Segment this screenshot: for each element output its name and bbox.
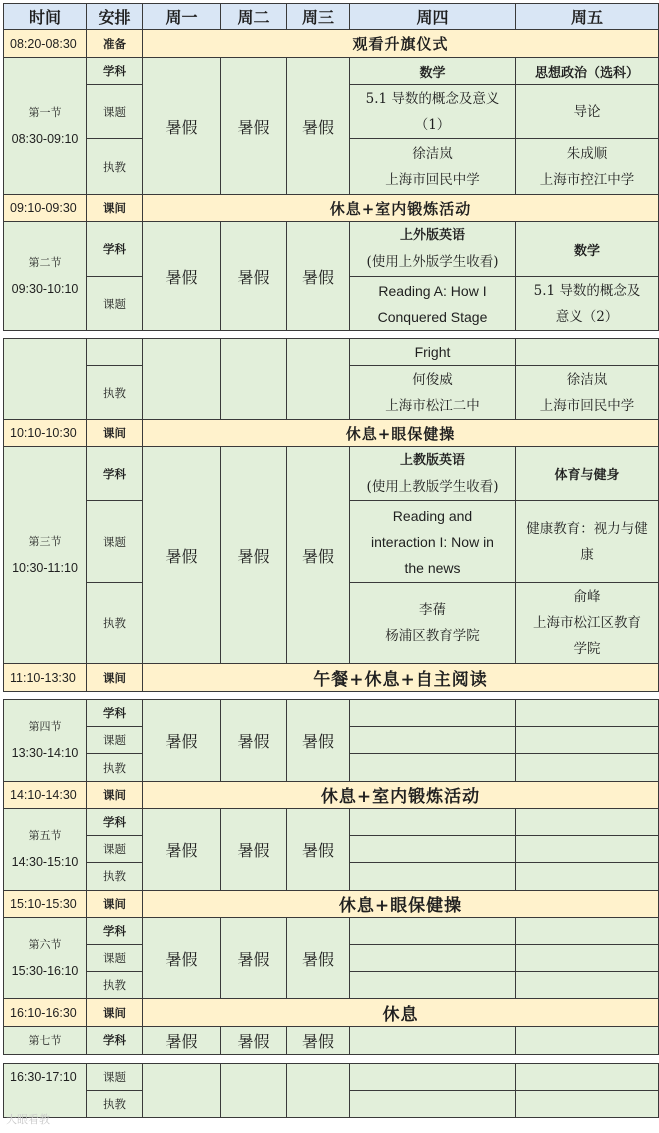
- header-row: [4, 4, 659, 30]
- lunch-label: 课间: [87, 664, 143, 692]
- p2-tue-holiday: 暑假: [221, 222, 287, 331]
- p1-wed-holiday: 暑假: [287, 58, 350, 195]
- header-fri: 周五: [516, 4, 659, 30]
- p7-fri-teacher: [516, 1091, 659, 1118]
- p4-teacher-label: 执教: [87, 754, 143, 781]
- p7-fri-topic: [516, 1064, 659, 1091]
- header-thu: 周四: [350, 4, 516, 30]
- p4-fri-subject: [516, 700, 659, 727]
- break1-activity: 休息+室内锻炼活动: [143, 195, 659, 222]
- p1-name: 第一节: [28, 106, 62, 119]
- p3-thu-topic-line3: the news: [404, 559, 461, 576]
- p1-subject-label: 学科: [87, 58, 143, 85]
- p3-fri-topic: [516, 501, 659, 583]
- ceremony-time: 08:20-08:30: [4, 30, 87, 58]
- break6-activity: 休息: [143, 999, 659, 1026]
- p6-fri-teacher: [516, 972, 659, 999]
- p6-fri-subject: [516, 917, 659, 944]
- p2-topic-label-cont: [87, 339, 143, 366]
- p2-fri-topic-line1: 5.1 导数的概念及: [533, 282, 641, 299]
- p4-thu-teacher: [350, 754, 516, 781]
- p3-fri-topic-line2: 康: [580, 546, 594, 563]
- p3-period-cell: [4, 447, 87, 664]
- p3-subject-label: 学科: [87, 447, 143, 501]
- p4-fri-topic: [516, 727, 659, 754]
- p6-topic-label: 课题: [87, 944, 143, 971]
- p2-thu-subject: [350, 222, 516, 277]
- p7-fri-subject: [516, 1026, 659, 1054]
- p7-time: 16:30-17:10: [4, 1064, 87, 1118]
- p2-period-cont: [4, 339, 87, 420]
- p3-thu-topic: [350, 501, 516, 583]
- p4-period-cell: [4, 700, 87, 782]
- p7-thu-teacher: [350, 1091, 516, 1118]
- p1-thu-teacher-school: 上海市回民中学: [385, 171, 480, 188]
- break5-time: 15:10-15:30: [4, 890, 87, 917]
- p6-thu-subject: [350, 917, 516, 944]
- p3-thu-teacher: [350, 583, 516, 664]
- p7-teacher-label: 执教: [87, 1091, 143, 1118]
- p1-time: 08:30-09:10: [11, 132, 79, 146]
- p1-tue-holiday: 暑假: [221, 58, 287, 195]
- p3-thu-topic-line2: interaction I: Now in: [371, 533, 494, 550]
- p4-name: 第四节: [28, 720, 62, 734]
- p5-thu-subject: [350, 808, 516, 835]
- break5-activity: 休息+眼保健操: [143, 890, 659, 917]
- p6-wed-holiday: 暑假: [287, 917, 350, 999]
- p7-subject-row: [4, 1026, 659, 1054]
- p1-fri-topic: 导论: [516, 85, 659, 139]
- p2-topic-label: 课题: [87, 277, 143, 331]
- header-time: 时间: [4, 4, 87, 30]
- p6-mon-holiday: 暑假: [143, 917, 221, 999]
- ceremony-row: [4, 30, 659, 58]
- p5-teacher-label: 执教: [87, 863, 143, 890]
- p3-thu-teacher-name: 李蒨: [419, 602, 446, 618]
- break2-row: [4, 420, 659, 447]
- p1-fri-teacher-name: 朱成顺: [566, 145, 608, 162]
- p5-mon-holiday: 暑假: [143, 808, 221, 890]
- prep-label: 准备: [87, 30, 143, 58]
- header-wed: 周三: [287, 4, 350, 30]
- p3-name: 第三节: [28, 535, 62, 548]
- p6-thu-topic: [350, 944, 516, 971]
- p6-subject-row: [4, 917, 659, 944]
- schedule-table-part-1: [3, 3, 659, 331]
- p2-fri-topic-line2: 意义（2）: [555, 308, 619, 325]
- p4-tue-holiday: 暑假: [221, 700, 287, 782]
- p7-mon-cont: [143, 1064, 221, 1118]
- p2-fri-topic-cont: [516, 339, 659, 366]
- p2-subject-label: 学科: [87, 222, 143, 277]
- p6-period-cell: [4, 917, 87, 999]
- p3-fri-teacher-school-line1: 上海市松江区教育: [533, 615, 641, 631]
- p3-fri-subject: 体育与健身: [516, 447, 659, 501]
- p3-mon-holiday: 暑假: [143, 447, 221, 664]
- p4-subject-row: [4, 700, 659, 727]
- p4-wed-holiday: 暑假: [287, 700, 350, 782]
- p5-fri-teacher: [516, 863, 659, 890]
- p4-time: 13:30-14:10: [11, 746, 79, 761]
- p6-time: 15:30-16:10: [11, 964, 79, 979]
- schedule-table-part-2: [3, 338, 659, 692]
- p2-time: 09:30-10:10: [11, 282, 79, 296]
- p7-subject-label: 学科: [87, 1026, 143, 1054]
- p2-fri-teacher-name: 徐洁岚: [566, 371, 608, 388]
- p3-thu-teacher-school: 杨浦区教育学院: [385, 628, 480, 644]
- header-mon: 周一: [143, 4, 221, 30]
- p5-tue-holiday: 暑假: [221, 808, 287, 890]
- p2-fri-teacher: [516, 366, 659, 420]
- p5-name: 第五节: [28, 829, 62, 843]
- p1-teacher-label: 执教: [87, 139, 143, 195]
- p4-fri-teacher: [516, 754, 659, 781]
- break4-row: [4, 781, 659, 808]
- break6-label: 课间: [87, 999, 143, 1026]
- p1-fri-subject: 思想政治（选科）: [516, 58, 659, 85]
- p2-name: 第二节: [28, 256, 62, 269]
- break6-time: 16:10-16:30: [4, 999, 87, 1026]
- p3-thu-topic-line1: Reading and: [392, 507, 473, 524]
- p2-wed-cont: [287, 339, 350, 420]
- lunch-time: 11:10-13:30: [4, 664, 87, 692]
- p7-topic-label: 课题: [87, 1064, 143, 1091]
- p5-wed-holiday: 暑假: [287, 808, 350, 890]
- p2-wed-holiday: 暑假: [287, 222, 350, 331]
- p2-thu-teacher-name: 何俊威: [412, 371, 453, 388]
- p2-thu-teacher-school: 上海市松江二中: [385, 397, 480, 414]
- p3-thu-subject-name: 上教版英语: [399, 452, 465, 468]
- p3-fri-teacher-name: 俞峰: [573, 589, 601, 605]
- p3-wed-holiday: 暑假: [287, 447, 350, 664]
- p1-thu-subject: 数学: [350, 58, 516, 85]
- p2-thu-topic-line2: Conquered Stage: [377, 308, 488, 325]
- p3-fri-topic-line1: 健康教育：视力与健: [526, 520, 648, 537]
- p6-tue-holiday: 暑假: [221, 917, 287, 999]
- p5-fri-subject: [516, 808, 659, 835]
- p7-wed-cont: [287, 1064, 350, 1118]
- break5-label: 课间: [87, 890, 143, 917]
- break5-row: [4, 890, 659, 917]
- header-arrange: 安排: [87, 4, 143, 30]
- break4-activity: 休息+室内锻炼活动: [143, 781, 659, 808]
- p4-subject-label: 学科: [87, 700, 143, 727]
- p7-thu-subject: [350, 1026, 516, 1054]
- p4-topic-label: 课题: [87, 727, 143, 754]
- p2-thu-subject-note: (使用上外版学生收看): [366, 254, 499, 270]
- p3-fri-teacher-school-line2: 学院: [573, 641, 601, 657]
- p1-thu-topic-line1: 5.1 导数的概念及意义: [365, 90, 500, 107]
- break2-time: 10:10-10:30: [4, 420, 87, 447]
- p4-thu-subject: [350, 700, 516, 727]
- break6-row: [4, 999, 659, 1026]
- p6-name: 第六节: [28, 938, 62, 952]
- p1-topic-label: 课题: [87, 85, 143, 139]
- p2-thu-topic-line3: Fright: [350, 339, 516, 366]
- p7-wed-holiday: 暑假: [287, 1026, 350, 1054]
- p4-thu-topic: [350, 727, 516, 754]
- p7-name: 第七节: [4, 1026, 87, 1054]
- p2-thu-teacher: [350, 366, 516, 420]
- p1-thu-teacher: [350, 139, 516, 195]
- p2-mon-cont: [143, 339, 221, 420]
- lunch-row: [4, 664, 659, 692]
- schedule-table-part-3: [3, 699, 659, 1055]
- break1-time: 09:10-09:30: [4, 195, 87, 222]
- p5-subject-label: 学科: [87, 808, 143, 835]
- p7-mon-holiday: 暑假: [143, 1026, 221, 1054]
- p1-fri-teacher-school: 上海市控江中学: [539, 171, 635, 188]
- p2-thu-topic-line1: Reading A: How I: [378, 282, 487, 299]
- p7-tue-cont: [221, 1064, 287, 1118]
- p1-thu-topic: [350, 85, 516, 139]
- p2-period-cell: [4, 222, 87, 331]
- p1-period-cell: [4, 58, 87, 195]
- p2-mon-holiday: 暑假: [143, 222, 221, 331]
- p4-mon-holiday: 暑假: [143, 700, 221, 782]
- p3-topic-label: 课题: [87, 501, 143, 583]
- ceremony-activity: 观看升旗仪式: [143, 30, 659, 58]
- p3-fri-teacher: [516, 583, 659, 664]
- p1-subject-row: [4, 58, 659, 85]
- p1-mon-holiday: 暑假: [143, 58, 221, 195]
- p5-topic-label: 课题: [87, 836, 143, 863]
- p5-thu-topic: [350, 836, 516, 863]
- p7-thu-topic: [350, 1064, 516, 1091]
- p6-fri-topic: [516, 944, 659, 971]
- p3-thu-subject: [350, 447, 516, 501]
- p5-time: 14:30-15:10: [11, 855, 79, 870]
- break4-label: 课间: [87, 781, 143, 808]
- p6-subject-label: 学科: [87, 917, 143, 944]
- header-tue: 周二: [221, 4, 287, 30]
- break1-label: 课间: [87, 195, 143, 222]
- p2-fri-topic: [516, 277, 659, 331]
- p1-fri-teacher: [516, 139, 659, 195]
- p3-thu-subject-note: (使用上教版学生收看): [366, 478, 499, 495]
- p7-tue-holiday: 暑假: [221, 1026, 287, 1054]
- p1-thu-topic-line2: （1）: [414, 116, 451, 133]
- p2-tue-cont: [221, 339, 287, 420]
- p2-thu-topic: [350, 277, 516, 331]
- p5-subject-row: [4, 808, 659, 835]
- p6-teacher-label: 执教: [87, 972, 143, 999]
- p5-thu-teacher: [350, 863, 516, 890]
- break2-label: 课间: [87, 420, 143, 447]
- p2-topic-cont-row: [4, 339, 659, 366]
- p2-fri-subject: 数学: [516, 222, 659, 277]
- p2-teacher-label: 执教: [87, 366, 143, 420]
- p7-topic-row: [4, 1064, 659, 1091]
- break4-time: 14:10-14:30: [4, 781, 87, 808]
- p5-fri-topic: [516, 836, 659, 863]
- p3-subject-row: [4, 447, 659, 501]
- break2-activity: 休息+眼保健操: [143, 420, 659, 447]
- p2-subject-row: [4, 222, 659, 277]
- p2-fri-teacher-school: 上海市回民中学: [539, 397, 635, 414]
- p2-thu-subject-name: 上外版英语: [399, 228, 465, 243]
- p3-tue-holiday: 暑假: [221, 447, 287, 664]
- p1-thu-teacher-name: 徐洁岚: [412, 145, 453, 162]
- p6-thu-teacher: [350, 972, 516, 999]
- watermark: 大眼看教: [6, 1114, 50, 1126]
- p3-time: 10:30-11:10: [12, 561, 78, 575]
- p3-teacher-label: 执教: [87, 583, 143, 664]
- schedule-table-part-4: [3, 1063, 659, 1118]
- p5-period-cell: [4, 808, 87, 890]
- break1-row: [4, 195, 659, 222]
- lunch-activity: 午餐+休息+自主阅读: [143, 664, 659, 692]
